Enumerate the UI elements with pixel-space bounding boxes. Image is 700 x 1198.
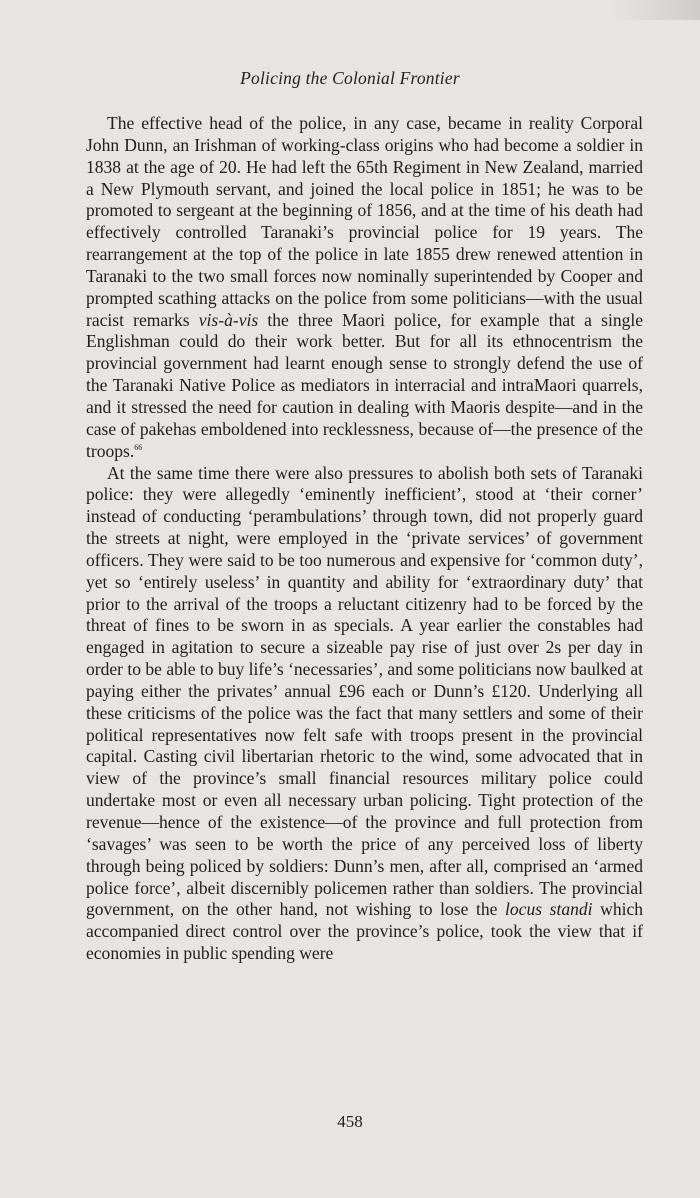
paragraph-2-text-b: which accompanied direct control over the province’s police, took the view that if economies in public spending were: [86, 899, 643, 964]
footnote-reference: 66: [134, 442, 143, 452]
running-head: Policing the Colonial Frontier: [240, 68, 460, 88]
page-number: 458: [337, 1112, 363, 1131]
page-corner-wear: [610, 0, 700, 20]
paragraph-2: [86, 463, 643, 965]
paragraph-1-text-b: the three Maori police, for example that a single Englishman could do their work better. But for all its ethnocentrism the provincial government had learnt enough sense to strongly defend the use of the Taranaki Native Police as mediators in interracial and intraMaori quarrels, and it stressed the need for caution in dealing with Maoris despite—and in the case of pakehas emboldened into recklessness, because of—the presence of the troops.: [86, 309, 643, 461]
paragraph-1-text-a: The effective head of the police, in any case, became in reality Corporal John Dunn, an Irishman of working-class origins who had become a soldier in 1838 at the age of 20. He had left the 65th Regiment in New Zealand, married a New Plymouth servant, and joined the local police in 1851; he was to be promoted to sergeant at the beginning of 1856, and at the time of his death had effectively controlled Taranaki’s provincial police for 19 years. The rearrangement at the top of the police in late 1855 drew renewed attention in Taranaki to the two small forces now nominally superintended by Cooper and prompted scathing attacks on the police from some politicians—with the usual racist remarks: [86, 113, 643, 330]
paragraph-2-text-a: At the same time there were also pressures to abolish both sets of Taranaki police: they were allegedly ‘eminently inefficient’, stood at ‘their corner’ instead of conducting ‘perambulations’ through town, did not properly guard the streets at night, were employed in the ‘private services’ of government officers. They were said to be too numerous and expensive for ‘common duty’, yet so ‘entirely useless’ in quantity and ability for ‘extraordinary duty’ that prior to the arrival of the troops a reluctant citizenry had to be forced by the threat of fines to be sworn in as specials. A year earlier the constables had engaged in agitation to secure a sizeable pay rise of just over 2s per day in order to be able to buy life’s ‘necessaries’, and some politicians now baulked at paying either the privates’ annual £96 each or Dunn’s £120. Underlying all these criticisms of the police was the fact that many settlers and some of their political representatives now felt safe with troops present in the provincial capital. Casting civil libertarian rhetoric to the wind, some advocated that in view of the province’s small financial resources military police could undertake most or even all necessary urban policing. Tight protection of the revenue—hence of the existence—of the province and full protection from ‘savages’ was seen to be worth the price of any perceived loss of liberty through being policed by soldiers: Dunn’s men, after all, comprised an ‘armed police force’, albeit discernibly policemen rather than soldiers. The provincial government, on the other hand, not wishing to lose the: [86, 462, 643, 920]
paragraph-1: [86, 113, 643, 463]
body-text: [86, 113, 643, 965]
paragraph-1-italic-phrase: vis-à-vis: [198, 309, 259, 330]
paragraph-2-italic-phrase: locus standi: [505, 899, 593, 920]
